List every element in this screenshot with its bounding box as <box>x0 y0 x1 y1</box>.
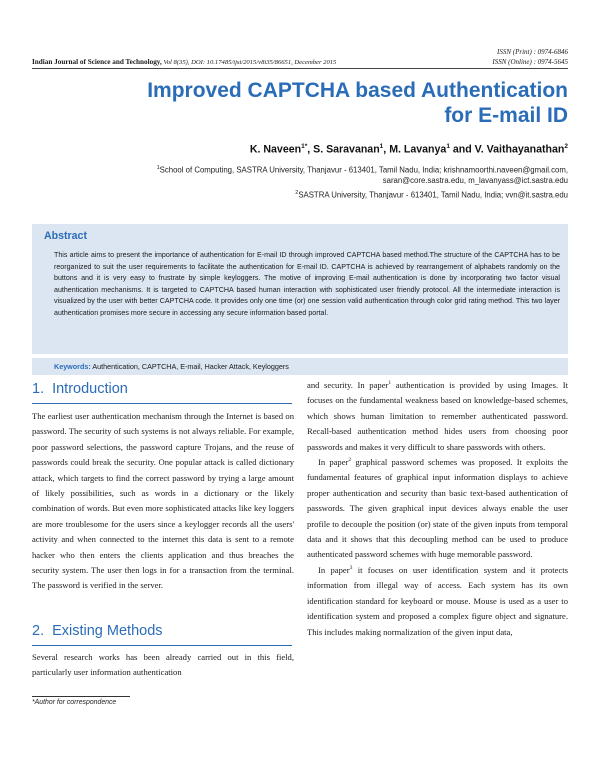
paragraph-text: graphical password schemes was proposed. It exploits the fundamental features of graphical input information displays to achieve proper authentication and security than basic text-based authentication of passwords. The given graphical input devices always enable the user profile to decouple the position (or) state of the given inputs from temporal data and it shows that this decoupling method can be used to produce authenticated password schemes with huge memorable password. <box>307 457 568 560</box>
abstract-text: This article aims to present the importance of authentication for E-mail ID through improved CAPTCHA based method.The structure of the CAPTCHA has to be reorganized to suit the user requirements to facilitate the authentication for E-mail ID. CAPTCHA is achieved by rearrangement of alphabets randomly on the buttons and it is very easy to frustrate by simple keyloggers. The motive of improving E-mail authentication is done by incorporating two factor visual authentication mechanisms. It is targeted to CAPTCHA based human interaction with sophisticated user friendly protocol. All the intermediate interaction is visualized by the user with better CAPTCHA code. It provides only one time (or) one session valid authentication through color grid rating method. This two layer authentication promises more secure in accessing any secure information based portal. <box>54 251 560 317</box>
affiliation-1-emails: saran@core.sastra.edu, m_lavanyass@ict.sastra.edu <box>382 176 568 185</box>
right-column <box>307 378 568 640</box>
author-separator: , <box>383 143 390 156</box>
abstract-heading: Abstract <box>44 230 87 242</box>
section-title: Introduction <box>52 381 128 397</box>
affiliation-1-marker: 1 <box>156 165 160 171</box>
section-title: Existing Methods <box>52 623 163 639</box>
abstract-box <box>32 224 568 354</box>
paragraph-paper-3 <box>307 563 568 640</box>
section-heading-existing-methods <box>32 623 163 639</box>
footnote-divider <box>32 696 130 697</box>
citation-ref-2: 2 <box>348 457 352 464</box>
affiliation-1-text: School of Computing, SASTRA University, Thanjavur - 613401, Tamil Nadu, India; krishnamoorthi.naveen@gmail.com, <box>159 165 568 175</box>
issn-print: ISSN (Print) : 0974-6846 <box>497 48 568 56</box>
issn-online: ISSN (Online) : 0974-5645 <box>492 58 568 66</box>
author-separator: , <box>307 143 314 156</box>
affiliation-2 <box>295 188 568 201</box>
paragraph-text: it focuses on user identification system and it protects information from illegal way of access. Each system has its own identification standard for keyboard or mouse. Mouse is used as a user to identification system and proposed a complex figure object and signature. This includes making normalization of the given input data, <box>307 564 568 637</box>
title-line-1: Improved CAPTCHA based Authentication <box>147 79 568 102</box>
journal-name: Indian Journal of Science and Technology, <box>32 58 162 66</box>
keywords <box>54 362 289 371</box>
author-1-affil: 1* <box>301 143 308 150</box>
paragraph-paper-1 <box>307 378 568 455</box>
paragraph-text: authentication is provided by using Images. It focuses on the fundamental weakness based on knowledge-based schemes, which shows human limitation to remember authenticated password. Recall-based authentication method hides users from choosing poor passwords and makes it very difficult to share passwords with others. <box>307 380 568 452</box>
introduction-paragraph: The earliest user authentication mechanism through the Internet is based on password. The security of such systems is not always reliable. For example, poor password selections, the password capture Trojans, and the reuse of passwords could break the security. One popular attack is called dictionary attack, which targets to find the correct password by trying a large amount of likely possibilities, such as words in a dictionary or the likely combination of words. But even more sophisticated attacks like key loggers are more troublesome for the users since a keylogger records all the users' activity and when connected to the internet this data is sent to a remote hacker who then enters the clients application and thus breaches the security system. The user then logs in for a transaction from the terminal. The password is verified in the server. <box>32 411 294 591</box>
affiliation-2-text: SASTRA University, Thanjavur - 613401, Tamil Nadu, India; vvn@it.sastra.edu <box>298 190 568 200</box>
section-heading-introduction <box>32 381 128 397</box>
author-4-affil: 2 <box>564 143 568 150</box>
section-number: 2. <box>32 623 45 639</box>
journal-citation <box>32 58 336 66</box>
section-number: 1. <box>32 381 45 397</box>
author-4: V. Vaithayanathan <box>474 143 565 156</box>
citation-details: Vol 8(35), DOI: 10.17485/ijst/2015/v8i35/86651, December 2015 <box>163 59 337 66</box>
section-divider <box>32 645 292 646</box>
citation-ref-3: 3 <box>349 565 353 572</box>
author-conjunction: and <box>449 143 475 156</box>
paragraph-text: and security. In paper <box>307 380 389 390</box>
title-line-2: for E-mail ID <box>444 104 568 127</box>
keywords-text: Authentication, CAPTCHA, E-mail, Hacker Attack, Keyloggers <box>90 362 289 371</box>
author-list <box>250 143 568 156</box>
existing-methods-paragraph: Several research works has been already carried out in this field, particularly user information authentication <box>32 652 294 678</box>
section-divider <box>32 403 292 404</box>
introduction-body <box>32 409 294 594</box>
author-1: K. Naveen <box>249 143 302 156</box>
author-2-affil: 1 <box>379 143 384 150</box>
citation-ref-1: 1 <box>388 380 392 387</box>
paragraph-text: In paper <box>318 457 349 468</box>
paragraph-paper-2 <box>307 455 568 563</box>
header-divider <box>32 68 568 69</box>
footnote-correspondence: *Author for correspondence <box>32 699 117 706</box>
paper-title <box>48 78 568 128</box>
paragraph-text: In paper <box>318 564 350 575</box>
author-3-affil: 1 <box>446 143 450 150</box>
keywords-label: Keywords: <box>54 362 91 371</box>
affiliation-2-marker: 2 <box>295 190 299 196</box>
author-2: S. Saravanan <box>313 143 380 156</box>
existing-methods-body <box>32 650 294 681</box>
keywords-box <box>32 358 568 375</box>
author-3: M. Lavanya <box>389 143 447 156</box>
